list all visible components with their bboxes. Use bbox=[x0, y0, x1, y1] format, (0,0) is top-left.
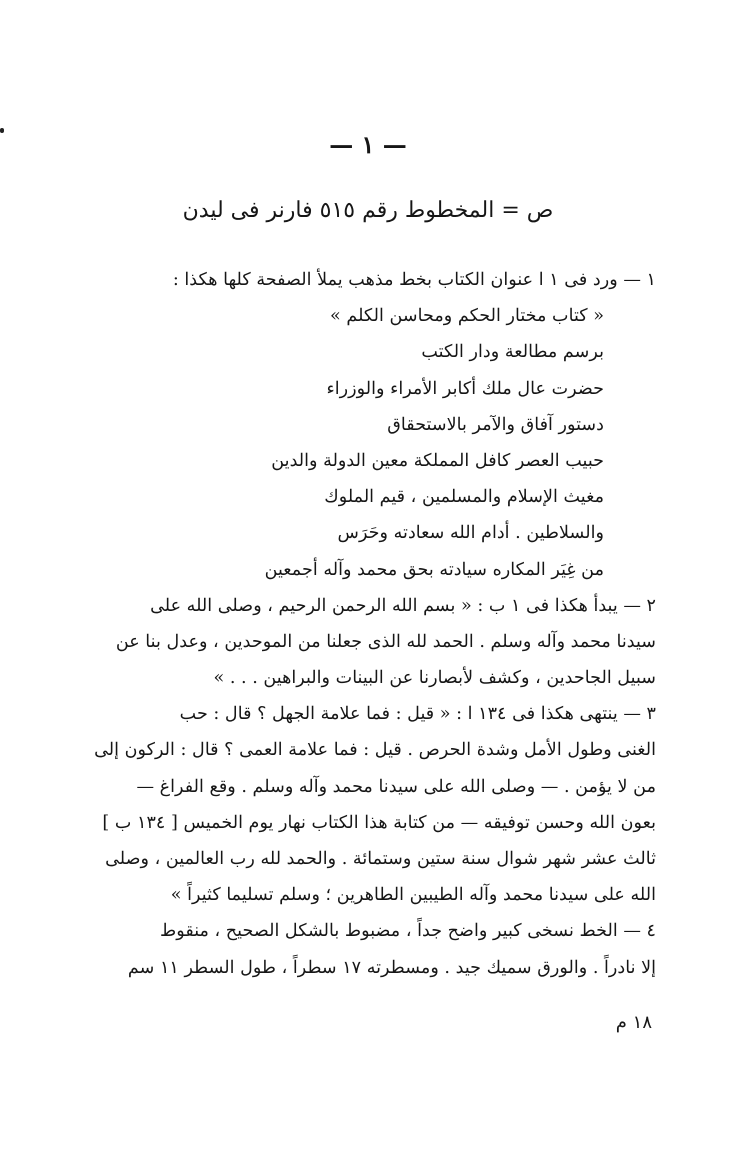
title-line: حبيب العصر كافل المملكة معين الدولة والدين bbox=[271, 450, 604, 471]
title-line: برسم مطالعة ودار الكتب bbox=[421, 342, 604, 363]
item3-line: بعون الله وحسن توفيقه — من كتابة هذا الكتاب نهار يوم الخميس [ ١٣٤ ب ] bbox=[102, 812, 656, 833]
item3-line: الغنى وطول الأمل وشدة الحرص . قيل : فما علامة العمى ؟ قال : الركون إلى bbox=[94, 740, 656, 761]
item4-line: ٤ — الخط نسخى كبير واضح جداً ، مضبوط بالشكل الصحيح ، منقوط bbox=[159, 921, 656, 942]
item3-line: من لا يؤمن . — وصلى الله على سيدنا محمد وآله وسلم . وقع الفراغ — bbox=[136, 776, 656, 797]
item3-line: ٣ — ينتهى هكذا فى ١٣٤ ا : « قيل : فما علامة الجهل ؟ قال : حب bbox=[179, 704, 656, 725]
title-line: مغيث الإسلام والمسلمين ، قيم الملوك bbox=[324, 487, 604, 508]
title-line: حضرت عال ملك أكابر الأمراء والوزراء bbox=[326, 378, 604, 399]
title-line: والسلاطين . أدام الله سعادته وحَرَس bbox=[337, 523, 604, 544]
item2-line: ٢ — يبدأ هكذا فى ١ ب : « بسم الله الرحمن الرحيم ، وصلى الله على bbox=[150, 595, 656, 616]
item1-intro: ١ — ورد فى ١ ا عنوان الكتاب بخط مذهب يملأ الصفحة كلها هكذا : bbox=[172, 270, 656, 290]
title-line: « كتاب مختار الحكم ومحاسن الكلم » bbox=[330, 306, 604, 327]
title-line: دستور آفاق والآمر بالاستحقاق bbox=[387, 414, 604, 435]
item2-line: سيدنا محمد وآله وسلم . الحمد لله الذى جعلنا من الموحدين ، وعدل بنا عن bbox=[115, 631, 656, 652]
manuscript-heading: ص = المخطوط رقم ٥١٥ فارنر فى ليدن bbox=[182, 198, 554, 223]
signature-mark: ١٨ م bbox=[615, 1012, 652, 1033]
body-text bbox=[84, 262, 656, 986]
item4-line: إلا نادراً . والورق سميك جيد . ومسطرته ١٧ سطراً ، طول السطر ١١ سم bbox=[127, 957, 656, 978]
page-number: — ١ — bbox=[329, 130, 407, 159]
title-line: من غِيَر المكاره سيادته بحق محمد وآله أجمعين bbox=[264, 559, 604, 580]
item3-line: ثالث عشر شهر شوال سنة ستين وستمائة . والحمد لله رب العالمين ، وصلى bbox=[105, 849, 656, 869]
item2-line: سبيل الجاحدين ، وكشف لأبصارنا عن البينات والبراهين . . . » bbox=[213, 668, 656, 689]
item3-line: الله على سيدنا محمد وآله الطيبين الطاهرين ؛ وسلم تسليما كثيراً » bbox=[170, 885, 656, 906]
